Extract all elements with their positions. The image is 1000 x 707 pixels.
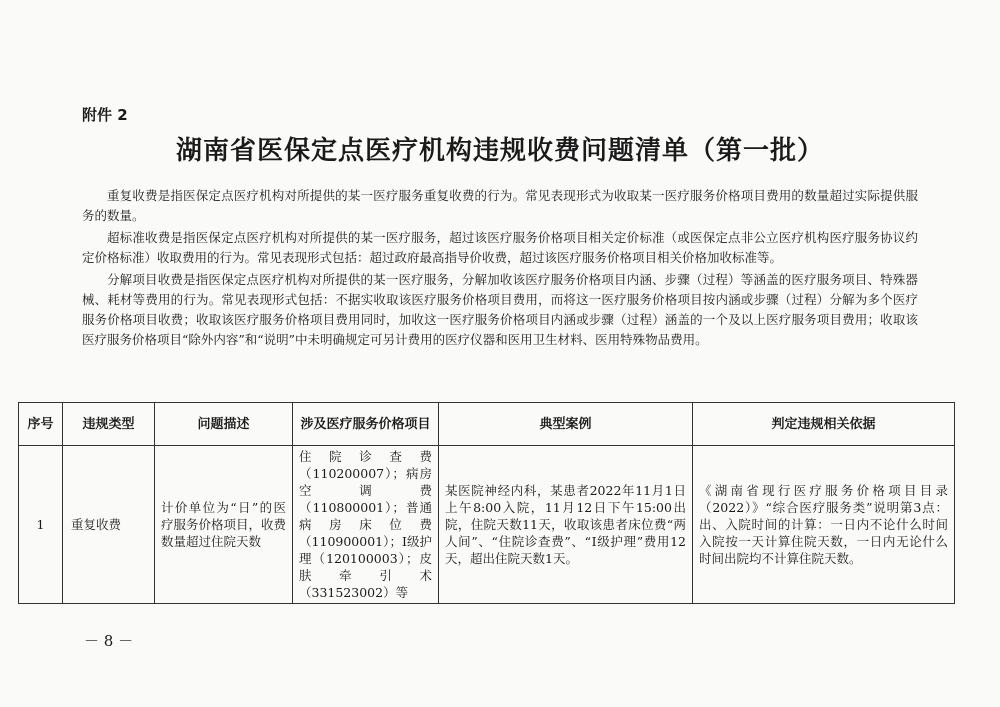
cell-type: 重复收费 xyxy=(63,446,155,604)
header-case: 典型案例 xyxy=(439,403,693,446)
intro-section xyxy=(82,186,918,350)
cell-seq: 1 xyxy=(19,446,63,604)
cell-items: 住院诊查费（110200007）；病房空调费（110800001）；普通病房床位费（110900001）；Ⅰ级护理（120100003）；皮肤牵引术（331523002）等 xyxy=(293,446,439,604)
intro-paragraph-repeat-charge: 重复收费是指医保定点医疗机构对所提供的某一医疗服务重复收费的行为。常见表现形式为收取某一医疗服务价格项目费用的数量超过实际提供服务的数量。 xyxy=(82,188,918,223)
intro-paragraph-over-standard: 超标准收费是指医保定点医疗机构对所提供的某一医疗服务，超过该医疗服务价格项目相关定价标准（或医保定点非公立医疗机构医疗服务协议约定价格标准）收取费用的行为。常见表现形式包括：超过政府最高指导价收费，超过该医疗服务价格项目相关价格加收标准等。 xyxy=(82,230,918,265)
header-type: 违规类型 xyxy=(63,403,155,446)
violation-table xyxy=(18,402,955,604)
page-number: － 8 － xyxy=(84,632,134,650)
table-header-row xyxy=(19,403,955,446)
document-title: 湖南省医保定点医疗机构违规收费问题清单（第一批） xyxy=(175,136,824,166)
intro-paragraph-split-charge: 分解项目收费是指医保定点医疗机构对所提供的某一医疗服务，分解加收该医疗服务价格项目内涵、步骤（过程）等涵盖的医疗服务项目、特殊器械、耗材等费用的行为。常见表现形式包括：不据实收取该医疗服务价格项目费用，而将这一医疗服务价格项目按内涵或步骤（过程）分解为多个医疗服务价格项目收费；收取该医疗服务价格项目费用同时，加收这一医疗服务价格项目内涵或步骤（过程）涵盖的一个及以上医疗服务项目费用；收取该医疗服务价格项目“除外内容”和“说明”中未明确规定可另计费用的医疗仪器和医用卫生材料、医用特殊物品费用。 xyxy=(82,272,918,347)
table-row xyxy=(19,446,955,604)
cell-case: 某医院神经内科，某患者2022年11月1日上午8:00入院，11月12日下午15:00出院，住院天数11天，收取该患者床位费“两人间”、“住院诊查费”、“Ⅰ级护理”费用12天，超出住院天数1天。 xyxy=(439,446,693,604)
header-seq: 序号 xyxy=(19,403,63,446)
cell-basis: 《湖南省现行医疗服务价格项目目录（2022）》“综合医疗服务类”说明第3点：出、入院时间的计算：一日内不论什么时间入院按一天计算住院天数，一日内无论什么时间出院均不计算住院天数。 xyxy=(693,446,955,604)
header-basis: 判定违规相关依据 xyxy=(693,403,955,446)
header-items: 涉及医疗服务价格项目 xyxy=(293,403,439,446)
header-description: 问题描述 xyxy=(155,403,293,446)
attachment-label: 附件 2 xyxy=(82,106,128,124)
cell-description: 计价单位为“日”的医疗服务价格项目，收费数量超过住院天数 xyxy=(155,446,293,604)
